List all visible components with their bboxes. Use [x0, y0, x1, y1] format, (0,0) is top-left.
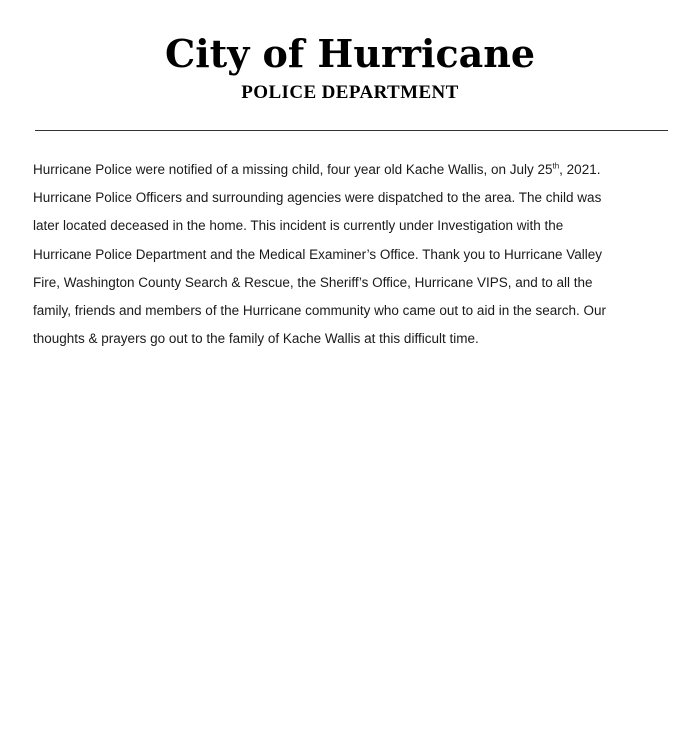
ordinal-suffix: th	[552, 161, 560, 171]
statement-line-5: Fire, Washington County Search & Rescue, the Sheriff’s Office, Hurricane VIPS, and to all the	[33, 274, 593, 290]
statement-line-7: thoughts & prayers go out to the family of Kache Wallis at this difficult time.	[33, 331, 479, 347]
page-title: City of Hurricane	[164, 31, 536, 76]
statement-line-1-year: , 2021.	[559, 162, 601, 177]
statement-line-6: family, friends and members of the Hurricane community who came out to aid in the search. Our	[33, 302, 606, 318]
statement-line-1-text: Hurricane Police were notified of a missing child, four year old Kache Wallis, on July 25	[33, 162, 553, 177]
press-statement	[33, 156, 673, 353]
header-divider	[35, 130, 668, 131]
department-subtitle: POLICE DEPARTMENT	[241, 82, 459, 103]
statement-line-2: Hurricane Police Officers and surrounding agencies were dispatched to the area. The child was	[33, 190, 602, 206]
statement-line-3: later located deceased in the home. This incident is currently under Investigation with the	[33, 218, 564, 234]
statement-line-4: Hurricane Police Department and the Medical Examiner’s Office. Thank you to Hurricane Valley	[33, 246, 603, 262]
statement-line-1	[33, 156, 673, 184]
